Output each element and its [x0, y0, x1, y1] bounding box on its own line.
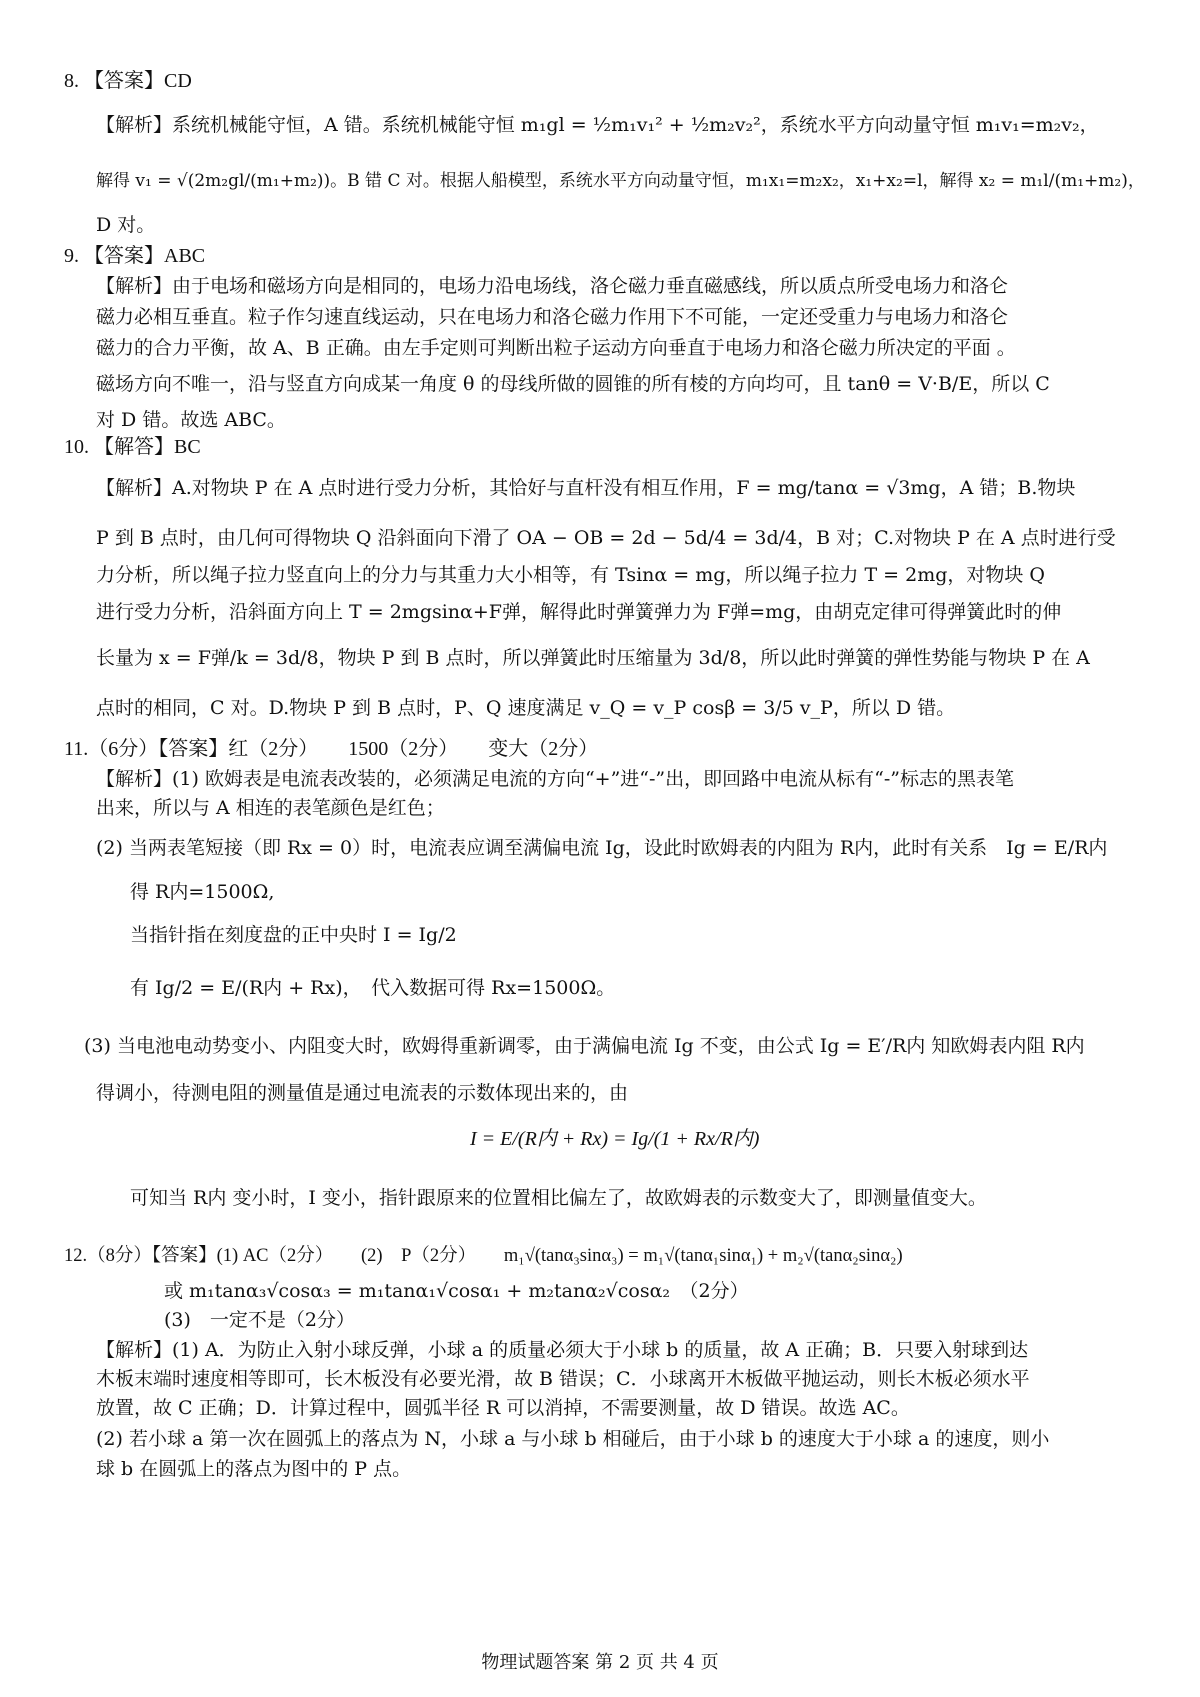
q10-line-5: 长量为 x = F弹/k = 3d/8，物块 P 到 B 点时，所以弹簧此时压缩量为 3d/8，所以此时弹簧的弹性势能与物块 P 在 A — [96, 647, 1090, 669]
q8-line-1: 【解析】系统机械能守恒，A 错。系统机械能守恒 m₁gl = ½m₁v₁² + ½m₂v₂²，系统水平方向动量守恒 m₁v₁=m₂v₂， — [96, 114, 1099, 136]
q8-line-3: D 对。 — [96, 214, 156, 236]
q12-line-7: 球 b 在圆弧上的落点为图中的 P 点。 — [96, 1458, 412, 1480]
q11-line-7: (3) 当电池电动势变小、内阻变大时，欧姆得重新调零，由于满偏电流 Ig 不变，由公式 Ig = E′/R内 知欧姆表内阻 R内 — [84, 1035, 1085, 1057]
q10-line-3: 力分析，所以绳子拉力竖直向上的分力与其重力大小相等，有 Tsinα = mg，所以绳子拉力 T = 2mg，对物块 Q — [96, 564, 1046, 586]
q8-line-2: 解得 v₁ = √(2m₂gl/(m₁+m₂))。B 错 C 对。根据人船模型，系统水平方向动量守恒，m₁x₁=m₂x₂，x₁+x₂=l，解得 x₂ = m₁l/(m₁+m₂)， — [96, 171, 1145, 191]
q12-line-3: 【解析】(1) A．为防止入射小球反弹，小球 a 的质量必须大于小球 b 的质量，故 A 正确；B．只要入射球到达 — [96, 1339, 1029, 1361]
q9-line-2: 磁力必相互垂直。粒子作匀速直线运动，只在电场力和洛仑磁力作用下不可能，一定还受重力与电场力和洛仑 — [96, 306, 1009, 328]
q11-line-1: 【解析】(1) 欧姆表是电流表改装的，必须满足电流的方向“+”进“-”出，即回路中电流从标有“-”标志的黑表笔 — [96, 768, 1014, 790]
q11-line-8: 得调小，待测电阻的测量值是通过电流表的示数体现出来的，由 — [96, 1082, 629, 1104]
q12-line-1: 或 m₁tanα₃√cosα₃ = m₁tanα₁√cosα₁ + m₂tanα₂√cosα₂ （2分） — [164, 1280, 749, 1302]
q8-header: 8. 【答案】CD — [64, 70, 192, 92]
q11-line-3: (2) 当两表笔短接（即 Rx = 0）时，电流表应调至满偏电流 Ig，设此时欧姆表的内阻为 R内，此时有关系 Ig = E/R内 — [96, 837, 1108, 859]
q10-header: 10. 【解答】BC — [64, 436, 201, 458]
q11-formula: I = E/(R内 + Rx) = Ig/(1 + Rx/R内) — [470, 1128, 760, 1150]
q12-line-6: (2) 若小球 a 第一次在圆弧上的落点为 N，小球 a 与小球 b 相碰后，由于小球 b 的速度大于小球 a 的速度，则小 — [96, 1428, 1050, 1450]
q10-line-6: 点时的相同，C 对。D.物块 P 到 B 点时，P、Q 速度满足 v_Q = v_P cosβ = 3/5 v_P，所以 D 错。 — [96, 697, 956, 719]
q11-line-2: 出来，所以与 A 相连的表笔颜色是红色； — [96, 797, 445, 819]
q9-line-5: 对 D 错。故选 ABC。 — [96, 409, 286, 431]
q12-line-2: (3) 一定不是（2分） — [164, 1309, 356, 1331]
q11-line-10: 可知当 R内 变小时，I 变小，指针跟原来的位置相比偏左了，故欧姆表的示数变大了，即测量值变大。 — [130, 1187, 987, 1209]
q12-line-5: 放置，故 C 正确；D．计算过程中，圆弧半径 R 可以消掉，不需要测量，故 D 错误。故选 AC。 — [96, 1397, 910, 1419]
q11-line-5: 当指针指在刻度盘的正中央时 I = Ig/2 — [130, 924, 457, 946]
q12-line-4: 木板末端时速度相等即可，长木板没有必要光滑，故 B 错误；C．小球离开木板做平抛运动，则长木板必须水平 — [96, 1368, 1030, 1390]
q9-line-4: 磁场方向不唯一，沿与竖直方向成某一角度 θ 的母线所做的圆锥的所有棱的方向均可，且 tanθ = V·B/E，所以 C — [96, 373, 1050, 395]
q11-line-4: 得 R内=1500Ω, — [130, 881, 275, 903]
q10-line-4: 进行受力分析，沿斜面方向上 T = 2mgsinα+F弹，解得此时弹簧弹力为 F弹=mg，由胡克定律可得弹簧此时的伸 — [96, 601, 1062, 623]
q10-line-2: P 到 B 点时，由几何可得物块 Q 沿斜面向下滑了 OA − OB = 2d − 5d/4 = 3d/4，B 对；C.对物块 P 在 A 点时进行受 — [96, 527, 1116, 549]
q11-header: 11.（6分）【答案】红（2分） 1500（2分） 变大（2分） — [64, 738, 599, 760]
q11-line-6: 有 Ig/2 = E/(R内 + Rx)， 代入数据可得 Rx=1500Ω。 — [130, 977, 616, 999]
q12-header: 12.（8分）【答案】(1) AC（2分） (2) P（2分） m₁√(tanα₃sinα₃) = m₁√(tanα₁sinα₁) + m₂√(tanα₂sinα₂) — [64, 1246, 903, 1266]
q9-line-1: 【解析】由于电场和磁场方向是相同的，电场力沿电场线，洛仑磁力垂直磁感线，所以质点所受电场力和洛仑 — [96, 275, 1009, 297]
q9-line-3: 磁力的合力平衡，故 A、B 正确。由左手定则可判断出粒子运动方向垂直于电场力和洛仑磁力所决定的平面 。 — [96, 337, 1016, 359]
page-footer: 物理试题答案 第 2 页 共 4 页 — [481, 1652, 719, 1673]
q10-line-1: 【解析】A.对物块 P 在 A 点时进行受力分析，其恰好与直杆没有相互作用，F = mg/tanα = √3mg，A 错；B.物块 — [96, 477, 1076, 499]
q9-header: 9. 【答案】ABC — [64, 245, 206, 267]
